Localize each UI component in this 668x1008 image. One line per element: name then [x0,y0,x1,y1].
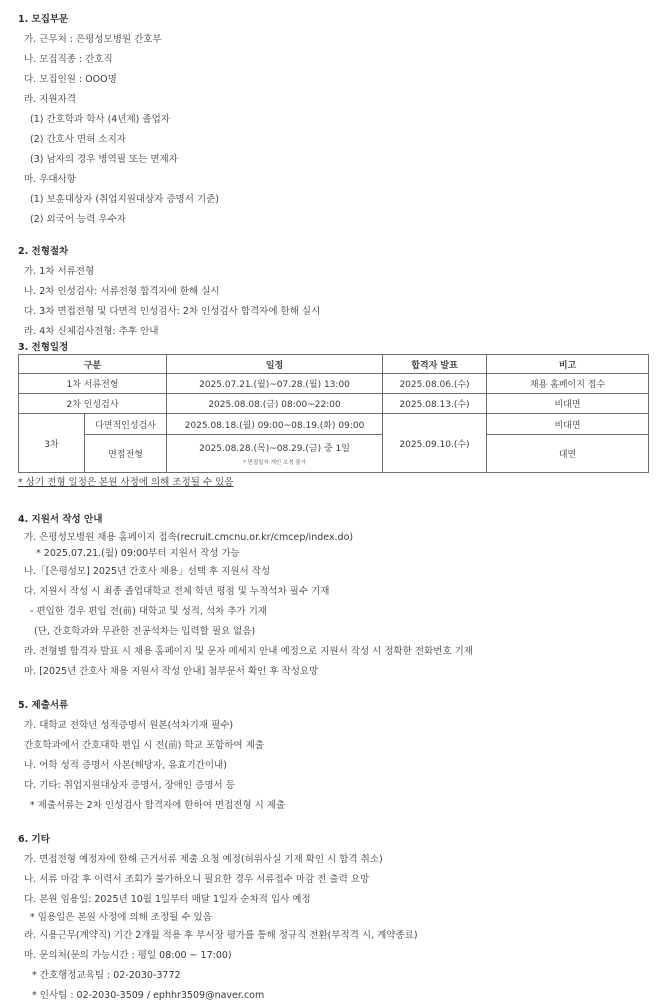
section-4-title: 4. 지원서 작성 안내 [18,514,103,525]
header-cell: 비고 [487,355,649,374]
section-6-item: 다. 본원 임용일: 2025년 10월 1일부터 매달 1일자 순차적 입사 예정 [24,894,311,905]
note-cell: 비대면 [487,414,649,435]
date-small-note: * 면접일자 개인 조정 불가 [243,460,306,466]
note-cell: 비대면 [487,394,649,414]
section-6-item: 가. 면접전형 예정자에 한해 근거서류 제출 요청 예정(허위사실 기재 확인 시 합격 취소) [24,854,383,865]
section-5-item: 다. 기타: 취업지원대상자 증명서, 장애인 증명서 등 [24,780,235,791]
section-6-title: 6. 기타 [18,834,50,845]
section-1-item: 가. 근무처 : 은평성모병원 간호부 [24,34,162,45]
header-cell: 합격자 발표 [383,355,487,374]
table-row [19,374,649,394]
table-row [19,394,649,414]
section-6-item: * 임용일은 본원 사정에 의해 조정될 수 있음 [30,912,212,923]
section-3-title: 3. 전형일정 [18,342,69,353]
section-5-item: 간호학과에서 간호대학 편입 시 전(前) 학교 포함하여 제출 [24,740,264,751]
section-4-item: (단, 간호학과와 무관한 전공석차는 입력할 필요 없음) [34,626,256,637]
section-6-item: * 인사팀 : 02-2030-3509 / ephhr3509@naver.com [32,990,265,1001]
stage-cell: 3차 [19,414,85,473]
section-4-item: 나.「[은평성모] 2025년 간호사 채용」선택 후 지원서 작성 [24,566,271,577]
date-cell: 2025.08.08.(금) 08:00~22:00 [167,394,383,414]
announce-cell: 2025.08.13.(수) [383,394,487,414]
announce-cell: 2025.09.10.(수) [383,414,487,473]
stage-cell: 1차 서류전형 [19,374,167,394]
announce-cell: 2025.08.06.(수) [383,374,487,394]
section-4-item: - 편입한 경우 편입 전(前) 대학교 및 성적, 석차 추가 기재 [30,606,268,617]
section-2-item: 다. 3차 면접전형 및 다면적 인성검사: 2차 인성검사 합격자에 한해 실시 [24,306,321,317]
section-5-title: 5. 제출서류 [18,700,69,711]
section-2-item: 나. 2차 인성검사: 서류전형 합격자에 한해 실시 [24,286,220,297]
stage-cell: 2차 인성검사 [19,394,167,414]
section-1-item: 라. 지원자격 [24,94,76,105]
section-4-item: 라. 전형별 합격자 발표 시 채용 홈페이지 및 문자 메세지 안내 예정으로 지원서 작성 시 정확한 전화번호 기재 [24,646,473,657]
schedule-footnote: * 상기 전형 일정은 본원 사정에 의해 조정될 수 있음 [18,477,234,488]
date-cell: 2025.08.18.(월) 09:00~08.19.(화) 09:00 [167,414,383,435]
header-cell: 일정 [167,355,383,374]
section-1-item: (2) 외국어 능력 우수자 [30,214,126,225]
section-6-item: * 간호행정교육팀 : 02-2030-3772 [32,970,181,981]
schedule-table [18,354,649,473]
table-row [19,435,649,473]
section-2-title: 2. 전형절차 [18,246,69,257]
section-1-item: (1) 간호학과 학사 (4년제) 졸업자 [30,114,170,125]
section-6-item: 나. 서류 마감 후 이력서 조회가 불가하오니 필요한 경우 서류접수 마감 전 출력 요망 [24,874,370,885]
section-4-item: * 2025.07.21.(월) 09:00부터 지원서 작성 가능 [36,548,240,559]
section-6-item: 라. 시용근무(계약직) 기간 2개월 적용 후 부서장 평가를 통해 정규직 전환(부적격 시, 계약종료) [24,930,418,941]
header-cell: 구분 [19,355,167,374]
substage-cell: 다면적인성검사 [85,414,167,435]
section-1-item: (3) 남자의 경우 병역필 또는 면제자 [30,154,178,165]
section-1-title: 1. 모집부문 [18,14,69,25]
section-5-item: * 제출서류는 2차 인성검사 합격자에 한하여 면접전형 시 제출 [30,800,286,811]
section-1-item: 마. 우대사항 [24,174,76,185]
section-5-item: 가. 대학교 전학년 성적증명서 원본(석차기재 필수) [24,720,234,731]
date-text: 2025.08.28.(목)~08.29.(금) 중 1일 [199,444,350,454]
section-1-item: 다. 모집인원 : OOO명 [24,74,117,85]
section-2-item: 라. 4차 신체검사전형: 추후 안내 [24,326,159,337]
section-2-item: 가. 1차 서류전형 [24,266,95,277]
section-4-item: 마. [2025년 간호사 채용 지원서 작성 안내] 첨부문서 확인 후 작성요망 [24,666,319,677]
table-header-row [19,355,649,374]
section-4-item: 가. 은평성모병원 채용 홈페이지 접속(recruit.cmcnu.or.kr/cmcep/index.do) [24,532,354,543]
section-1-item: 나. 모집직종 : 간호직 [24,54,113,65]
section-1-item: (1) 보훈대상자 (취업지원대상자 증명서 기준) [30,194,219,205]
section-6-item: 마. 문의처(문의 가능시간 : 평일 08:00 ~ 17:00) [24,950,232,961]
section-4-item: 다. 지원서 작성 시 최종 졸업대학교 전체 학년 평점 및 누적석차 필수 기재 [24,586,330,597]
note-cell: 대면 [487,435,649,473]
note-cell: 채용 홈페이지 접수 [487,374,649,394]
substage-cell: 면접전형 [85,435,167,473]
date-cell [167,435,383,473]
table-row [19,414,649,435]
section-1-item: (2) 간호사 면허 소지자 [30,134,126,145]
date-cell: 2025.07.21.(월)~07.28.(월) 13:00 [167,374,383,394]
section-5-item: 나. 어학 성적 증명서 사본(해당자, 유효기간이내) [24,760,227,771]
